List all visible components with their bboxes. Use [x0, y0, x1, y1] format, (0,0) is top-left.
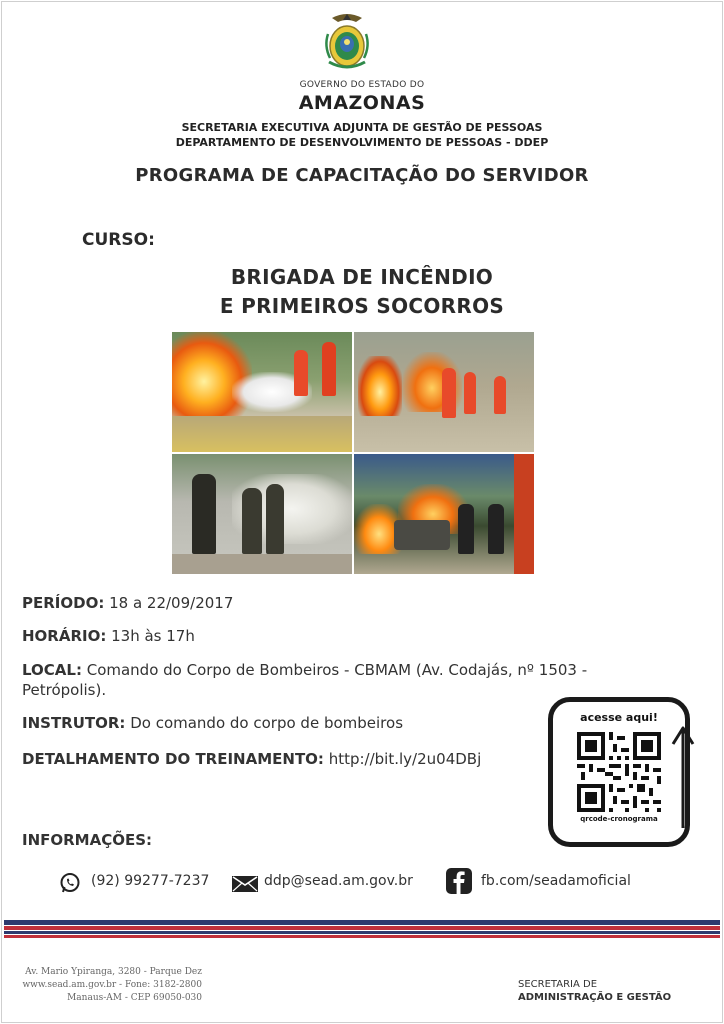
stripe-blue-1 [4, 920, 720, 925]
photo-fire-training-field [354, 332, 534, 452]
detalhamento-row [22, 750, 481, 768]
photo-firefighters-tank [354, 454, 534, 574]
course-title-line1: BRIGADA DE INCÊNDIO [230, 265, 494, 289]
footer-address-line3: Manaus-AM - CEP 69050-030 [67, 993, 202, 1003]
horario-row [22, 627, 195, 645]
government-label: GOVERNO DO ESTADO DO [299, 80, 425, 90]
local-value: Comando do Corpo de Bombeiros - CBMAM (Av. Codajás, nº 1503 - [81, 661, 588, 679]
photo-fire-extinguisher [172, 332, 352, 452]
periodo-value: 18 a 22/09/2017 [104, 594, 234, 612]
stripe-red-1 [4, 926, 720, 930]
detalhamento-label: DETALHAMENTO DO TREINAMENTO: [22, 750, 324, 768]
departamento-line: DEPARTAMENTO DE DESENVOLVIMENTO DE PESSOAS - DDEP [175, 136, 549, 149]
horario-label: HORÁRIO: [22, 627, 107, 645]
periodo-label: PERÍODO: [22, 594, 105, 612]
photo-firefighters-smoke [172, 454, 352, 574]
horario-value: 13h às 17h [106, 627, 195, 645]
qr-heading: acesse aqui! [580, 711, 658, 724]
state-name: AMAZONAS [298, 92, 426, 114]
instrutor-label: INSTRUTOR: [22, 714, 126, 732]
detalhamento-link[interactable]: http://bit.ly/2u04DBj [323, 750, 482, 768]
informacoes-label: INFORMAÇÕES: [22, 831, 153, 849]
facebook-link[interactable]: fb.com/seadamoficial [481, 873, 631, 889]
instrutor-row [22, 714, 403, 732]
stripe-blue-2 [4, 931, 720, 934]
stripe-red-2 [4, 935, 720, 938]
email-icon [232, 876, 258, 892]
coat-of-arms-logo [320, 10, 374, 74]
course-title [0, 263, 724, 321]
qr-code[interactable] [577, 732, 661, 812]
program-title: PROGRAMA DE CAPACITAÇÃO DO SERVIDOR [135, 165, 589, 186]
footer-address-line2: www.sead.am.gov.br - Fone: 3182-2800 [22, 980, 202, 990]
arrow-up-icon [668, 722, 698, 832]
footer-address [6, 966, 202, 1005]
phone-number[interactable]: (92) 99277-7237 [91, 873, 210, 889]
local-label: LOCAL: [22, 661, 82, 679]
qr-caption: qrcode-cronograma [580, 815, 658, 823]
local-value-line2: Petrópolis). [22, 681, 107, 699]
email-address[interactable]: ddp@sead.am.gov.br [264, 873, 413, 889]
secretaria-line: SECRETARIA EXECUTIVA ADJUNTA DE GESTÃO DE PESSOAS [181, 121, 543, 134]
course-title-line2: E PRIMEIROS SOCORROS [219, 294, 505, 318]
footer-secretaria [518, 978, 671, 1004]
periodo-row [22, 594, 233, 612]
footer-address-line1: Av. Mario Ypiranga, 3280 - Parque Dez [25, 967, 202, 977]
footer-secretaria-line2: ADMINISTRAÇÃO E GESTÃO [518, 992, 672, 1003]
facebook-icon [446, 868, 472, 894]
local-row [22, 660, 702, 700]
footer-secretaria-line1: SECRETARIA DE [518, 979, 598, 990]
whatsapp-icon [59, 872, 81, 894]
course-label: CURSO: [82, 230, 155, 250]
instrutor-value: Do comando do corpo de bombeiros [125, 714, 404, 732]
photo-collage [172, 332, 534, 574]
